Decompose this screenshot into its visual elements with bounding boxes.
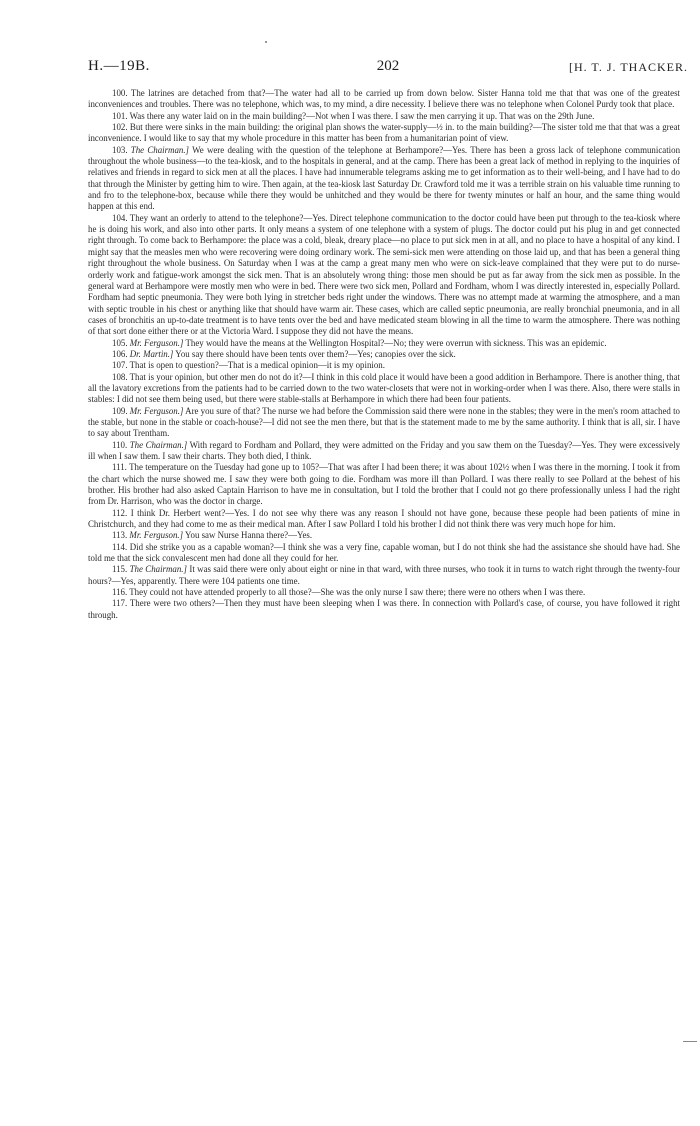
question-number: 105. — [112, 337, 128, 348]
paragraph-text: It was said there were only about eight or nine in that ward, with three nurses, who took it in turns to watch right through the twenty-four hours?—Yes, apparently. There were 104 patients one time. — [88, 564, 681, 586]
paragraph-112 — [88, 508, 680, 531]
question-number: 113. — [112, 530, 128, 541]
paragraph-103 — [88, 145, 680, 213]
speaker-name: Mr. Ferguson.] — [129, 337, 184, 348]
margin-dash — [683, 1041, 697, 1042]
paragraph-116 — [88, 587, 680, 598]
paragraph-text: They could not have attended properly to all those?—She was the only nurse I saw there; there were no others when I was there. — [129, 587, 586, 598]
paragraph-text: I think Dr. Herbert went?—Yes. I do not see why there was any reason I should not have gone, because these people had been patients of mine in Christchurch, and they had come to me as their medical man. After I saw Pollard I told his brother I did not think there was very much hope for him. — [88, 507, 680, 530]
header-reference: H.—19B. — [88, 58, 150, 74]
question-number: 116. — [112, 587, 128, 598]
paragraph-109 — [88, 406, 680, 440]
paragraph-text: That is your opinion, but other men do not do it?—I think in this cold place it would have been a good addition in Berhampore. There is another thing, that all the lavatory excretions from the patients had to be carried down to the two water-closets that were not in working-order when I was there. Also, there were stalls in stables: I did not see them being used, but there were stable-stalls at Berhampore in which there had been four patients. — [88, 371, 680, 405]
paragraph-text: Are you sure of that? The nurse we had before the Commission said there were none in the stables; they were in the men's room attached to the stable, but none in the stable or coach-house?—I did not see the men there, but that is the statement made to me by the same authority. I think that is all, sir. I have to say about Trentham. — [88, 405, 680, 439]
question-number: 106. — [112, 348, 128, 359]
paragraph-text: The temperature on the Tuesday had gone up to 105?—That was after I had been there; it was about 102½ when I was there in the morning. I took it from the chart which the nurse showed me. I saw they were both going to die. Fordham was more ill than Pollard. I was there really to see Pollard at the behest of his brother. His brother had also asked Captain Harrison to have me in consultation, but I told the brother that I could not go there professionally unless I had the right from Dr. Harrison, who was the doctor in charge. — [88, 462, 680, 507]
speaker-name: The Chairman.] — [130, 144, 190, 155]
speaker-name: Dr. Martin.] — [129, 348, 174, 359]
paragraph-text: Did she strike you as a capable woman?—I think she was a very fine, capable woman, but I do not think she had the assistance she should have had. She told me that the sick convalescent men had done all they could for her. — [88, 541, 680, 564]
paragraph-text: But there were sinks in the main building: the original plan shows the water-supply—½ in. to the main building?—The sister told me that that was a great inconvenience. I would like to say that my whole procedure in this matter has been from a humanitarian point of view. — [88, 122, 680, 144]
speaker-name: Mr. Ferguson.] — [129, 405, 184, 416]
question-number: 104. — [112, 212, 128, 223]
page-number: 202 — [376, 58, 400, 74]
paragraph-text: You say there should have been tents over them?—Yes; canopies over the sick. — [175, 348, 456, 359]
paragraph-107 — [88, 360, 680, 371]
paragraph-110 — [88, 440, 680, 463]
speaker-name: The Chairman.] — [129, 439, 188, 450]
paragraph-102 — [88, 122, 680, 145]
question-number: 111. — [112, 462, 127, 473]
paragraph-113 — [88, 530, 680, 541]
speck-mark — [265, 41, 267, 43]
paragraph-text: Was there any water laid on in the main building?—Not when I was there. I saw the men carrying it up. That was on the 29th June. — [129, 110, 595, 121]
question-number: 103. — [112, 144, 128, 155]
paragraph-115 — [88, 564, 680, 587]
question-number: 117. — [112, 598, 128, 609]
paragraph-text: There were two others?—Then they must have been sleeping when I was there. In connection with Pollard's case, of course, you have followed it right through. — [88, 598, 680, 620]
paragraph-117 — [88, 598, 680, 621]
question-number: 115. — [112, 564, 128, 575]
question-number: 102. — [112, 122, 128, 133]
speaker-name: The Chairman.] — [129, 564, 187, 575]
paragraph-text: We were dealing with the question of the telephone at Berhampore?—Yes. There has been a gross lack of telephone communication throughout the whole business—to the tea-kiosk, and to the hospitals in general, and at the camp. There has been a great lack of method in replying to the inquiries of relatives and friends in regard to sick men at all the places. I have had innumerable telegrams asking me to get information as to their well-being, and I have had to do that through the Minister by getting him to wire. Then again, at the tea-kiosk last Saturday Dr. Crawford told me it was a terrible strain on his valuable time running to and fro to the telephone-box, because while there they would be unhitched and they would be there for twenty minutes or half an hour, and the same thing would happen at this end. — [88, 144, 681, 212]
question-number: 101. — [112, 110, 128, 121]
paragraph-text: With regard to Fordham and Pollard, they were admitted on the Friday and you saw them on the Tuesday?—Yes. They were excessively ill when I saw them. I saw their charts. They both died, I think. — [88, 439, 681, 461]
question-number: 100. — [112, 88, 128, 98]
header-witness: [H. T. J. THACKER. — [568, 60, 688, 74]
paragraph-104 — [88, 213, 680, 338]
paragraph-114 — [88, 542, 680, 565]
question-number: 108. — [112, 371, 128, 382]
paragraph-text: They want an orderly to attend to the telephone?—Yes. Direct telephone communication to the doctor could have been put through to the tea-kiosk where he is doing his work, and also into other parts. It only means a system of one telephone with a system of plugs. The doctor could put his plug in and get connected right through. To come back to Berhampore: the place was a cold, bleak, dreary place—no place to put sick men in at all, and no place to have a hospital of any kind. I might say that the measles men who were recovering were doing ordinary work. The semi-sick men were attending on those laid up, and that has been a general thing right throughout the whole business. On Saturday when I was at the camp a great many men who were on sick-leave complained that they were put to do nurse-orderly work and fatigue-work amongst the sick men. That is an absolutely wrong thing: those men should be put as far away from the sick men as possible. In the general ward at Berhampore were mostly men who were in bed. There were two sick men, Pollard and Fordham, whom I was directly interested in, especially Pollard. Fordham had septic pneumonia. They were both lying in stretcher beds right under the windows. There was no attempt made at warming the atmosphere, and a man with septic trouble in his chest or anything like that should have warm air. These cases, which are called septic pneumonia, are really bronchial pneumonia, and in all cases of bronchitis an up-to-date treatment is to have tents over the bed and have medicated steam blowing in all the time to warm the atmosphere. There was nothing of that sort done either there or at the Victoria Ward. I suppose they did not have the means. — [88, 212, 681, 337]
question-number: 107. — [112, 360, 128, 371]
paragraph-106 — [88, 349, 680, 360]
paragraph-105 — [88, 338, 680, 349]
paragraph-text: You saw Nurse Hanna there?—Yes. — [184, 530, 313, 541]
paragraph-101 — [88, 111, 680, 122]
question-number: 114. — [112, 541, 128, 552]
question-number: 109. — [112, 405, 128, 416]
paragraph-108 — [88, 372, 680, 406]
question-number: 112. — [112, 507, 128, 518]
paragraph-111 — [88, 462, 680, 507]
question-number: 110. — [112, 439, 128, 450]
testimony-body — [88, 88, 680, 621]
running-header — [88, 58, 688, 80]
paragraph-text: That is open to question?—That is a medical opinion—it is my opinion. — [129, 360, 385, 371]
paragraph-100 — [88, 88, 680, 111]
speaker-name: Mr. Ferguson.] — [129, 530, 184, 541]
paragraph-text: They would have the means at the Wellington Hospital?—No; they were overrun with sickness. This was an epidemic. — [185, 337, 607, 348]
paragraph-text: The latrines are detached from that?—The water had all to be carried up from down below. Sister Hanna told me that that was one of the greatest inconveniences and troubles. There was no telephone, which was, to my mind, a dire necessity. I believe there was no telephone when Colonel Purdy took that place. — [88, 88, 680, 110]
